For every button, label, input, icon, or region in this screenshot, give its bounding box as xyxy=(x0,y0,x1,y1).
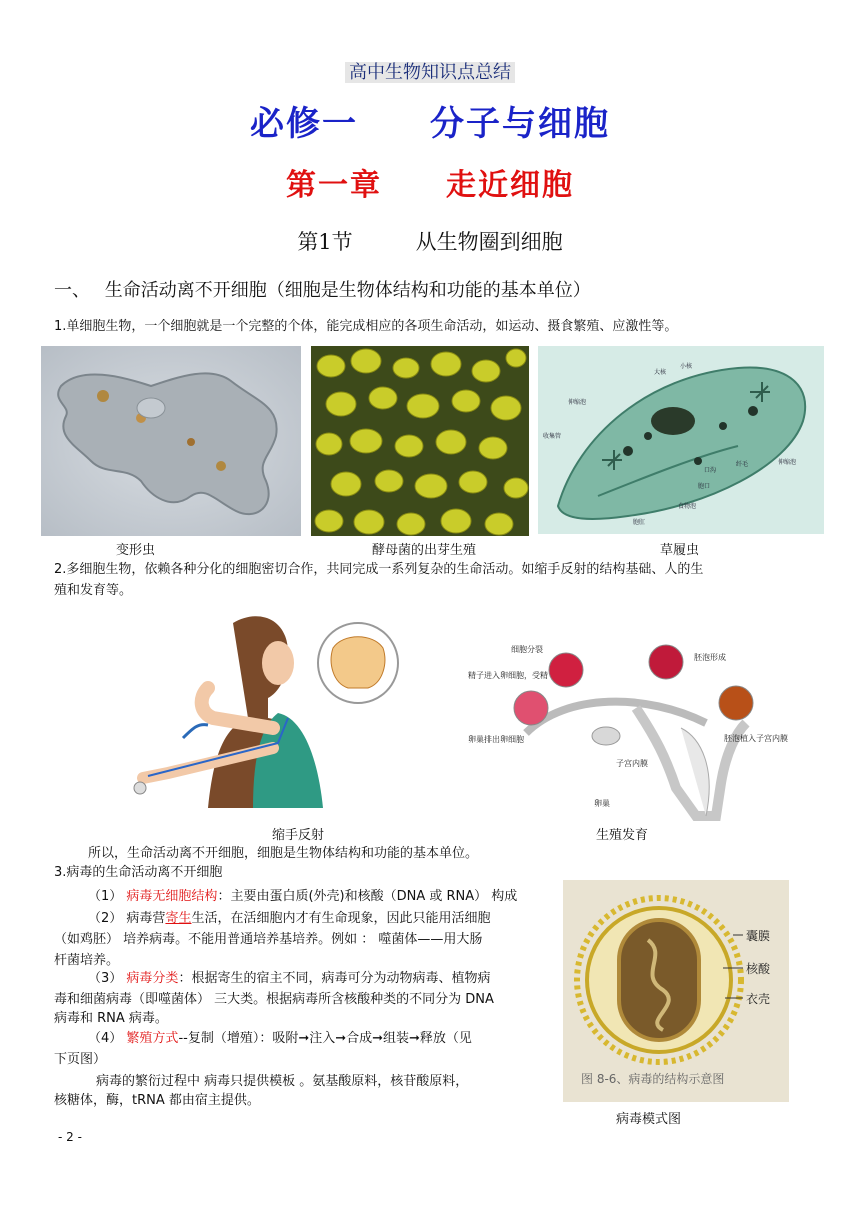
virus-model-image xyxy=(563,880,789,1102)
label-micronucleus: 小核 xyxy=(680,363,693,370)
label-contractile-vacuole-2: 伸缩泡 xyxy=(778,459,797,466)
heading-1: 一、 生命活动离不开细胞（细胞是生物体结构和功能的基本单位） xyxy=(54,280,591,301)
label-endometrium: 子宫内膜 xyxy=(616,759,648,768)
label-cytostome: 胞口 xyxy=(698,483,711,490)
label-cilia: 纤毛 xyxy=(736,461,749,468)
item-4-line-1: （4） 繁殖方式--复制（增殖）：吸附➞注入➞合成➞组装➞释放（见 xyxy=(88,1031,472,1046)
paragraph-last-line-1: 病毒的繁衍过程中 病毒只提供模板 。氨基酸原料，核苷酸原料， xyxy=(96,1074,469,1089)
paragraph-1: 1.单细胞生物，一个细胞就是一个完整的个体，能完成相应的各项生命活动，如运动、摄食繁殖、应激性等。 xyxy=(54,319,678,334)
chapter-title: 第一章 走近细胞 xyxy=(286,168,574,203)
yeast-budding-image xyxy=(311,346,529,536)
reproduction-development-diagram xyxy=(466,638,788,816)
item-1: （1） 病毒无细胞结构：主要由蛋白质(外壳)和核酸（DNA 或 RNA） 构成 xyxy=(88,889,518,904)
amoeba-image xyxy=(41,346,301,536)
label-ovulation: 卵巢排出卵细胞 xyxy=(468,735,524,744)
label-ovary: 卵巢 xyxy=(594,799,610,808)
paragraph-conclusion: 所以，生命活动离不开细胞，细胞是生物体结构和功能的基本单位。 xyxy=(88,846,479,861)
label-blastocyst-formation: 胚泡形成 xyxy=(694,653,726,662)
paragraph-last-line-2: 核糖体，酶，tRNA 都由宿主提供。 xyxy=(54,1093,260,1108)
label-cell-division: 细胞分裂 xyxy=(511,645,543,654)
label-collecting-canal: 收集管 xyxy=(543,433,562,440)
page-number: - 2 - xyxy=(58,1130,82,1144)
book-title: 必修一 分子与细胞 xyxy=(250,104,610,144)
label-envelope: 囊膜 xyxy=(746,929,771,943)
header-title: 高中生物知识点总结 xyxy=(0,58,860,84)
withdrawal-reflex-illustration xyxy=(128,608,410,808)
caption-yeast: 酵母菌的出芽生殖 xyxy=(372,543,477,558)
caption-reproduction: 生殖发育 xyxy=(596,828,649,843)
item-3-line-1: （3） 病毒分类：根据寄生的宿主不同，病毒可分为动物病毒、植物病 xyxy=(88,971,491,986)
label-oral-groove: 口沟 xyxy=(704,467,717,474)
virus-figure-caption: 图 8-6、病毒的结构示意图 xyxy=(581,1072,725,1086)
label-implantation: 胚泡植入子宫内膜 xyxy=(724,734,788,743)
paramecium-diagram xyxy=(538,346,824,534)
paragraph-2-line-1: 2.多细胞生物，依赖各种分化的细胞密切合作，共同完成一系列复杂的生命活动。如缩手反射的结构基础、人的生 xyxy=(54,562,704,577)
caption-paramecium: 草履虫 xyxy=(660,543,700,558)
label-fertilization: 精子进入卵细胞，受精 xyxy=(468,671,548,680)
caption-amoeba: 变形虫 xyxy=(116,543,156,558)
section-title: 第1节 从生物圈到细胞 xyxy=(297,230,563,254)
paragraph-3: 3.病毒的生命活动离不开细胞 xyxy=(54,865,223,880)
label-cytoproct: 胞肛 xyxy=(633,519,646,526)
label-macronucleus: 大核 xyxy=(654,369,667,376)
label-food-vacuole: 食物泡 xyxy=(678,503,697,510)
caption-virus-model: 病毒模式图 xyxy=(616,1112,682,1127)
item-3-line-2: 毒和细菌病毒（即噬菌体） 三大类。根据病毒所含核酸种类的不同分为 DNA xyxy=(54,992,494,1007)
item-2-line-3: 杆菌培养。 xyxy=(54,953,120,968)
label-contractile-vacuole: 伸缩泡 xyxy=(568,399,587,406)
label-nucleic-acid: 核酸 xyxy=(746,962,771,976)
item-2-line-2: （如鸡胚） 培养病毒。不能用普通培养基培养。例如 ： 噬菌体——用大肠 xyxy=(54,932,483,947)
item-2-line-1: （2） 病毒营寄生生活，在活细胞内才有生命现象，因此只能用活细胞 xyxy=(88,911,491,926)
paragraph-2-line-2: 殖和发育等。 xyxy=(54,583,133,598)
item-3-line-3: 病毒和 RNA 病毒。 xyxy=(54,1011,168,1026)
label-capsid: 衣壳 xyxy=(746,992,771,1006)
caption-withdrawal-reflex: 缩手反射 xyxy=(272,828,325,843)
item-4-line-2: 下页图） xyxy=(54,1052,107,1067)
